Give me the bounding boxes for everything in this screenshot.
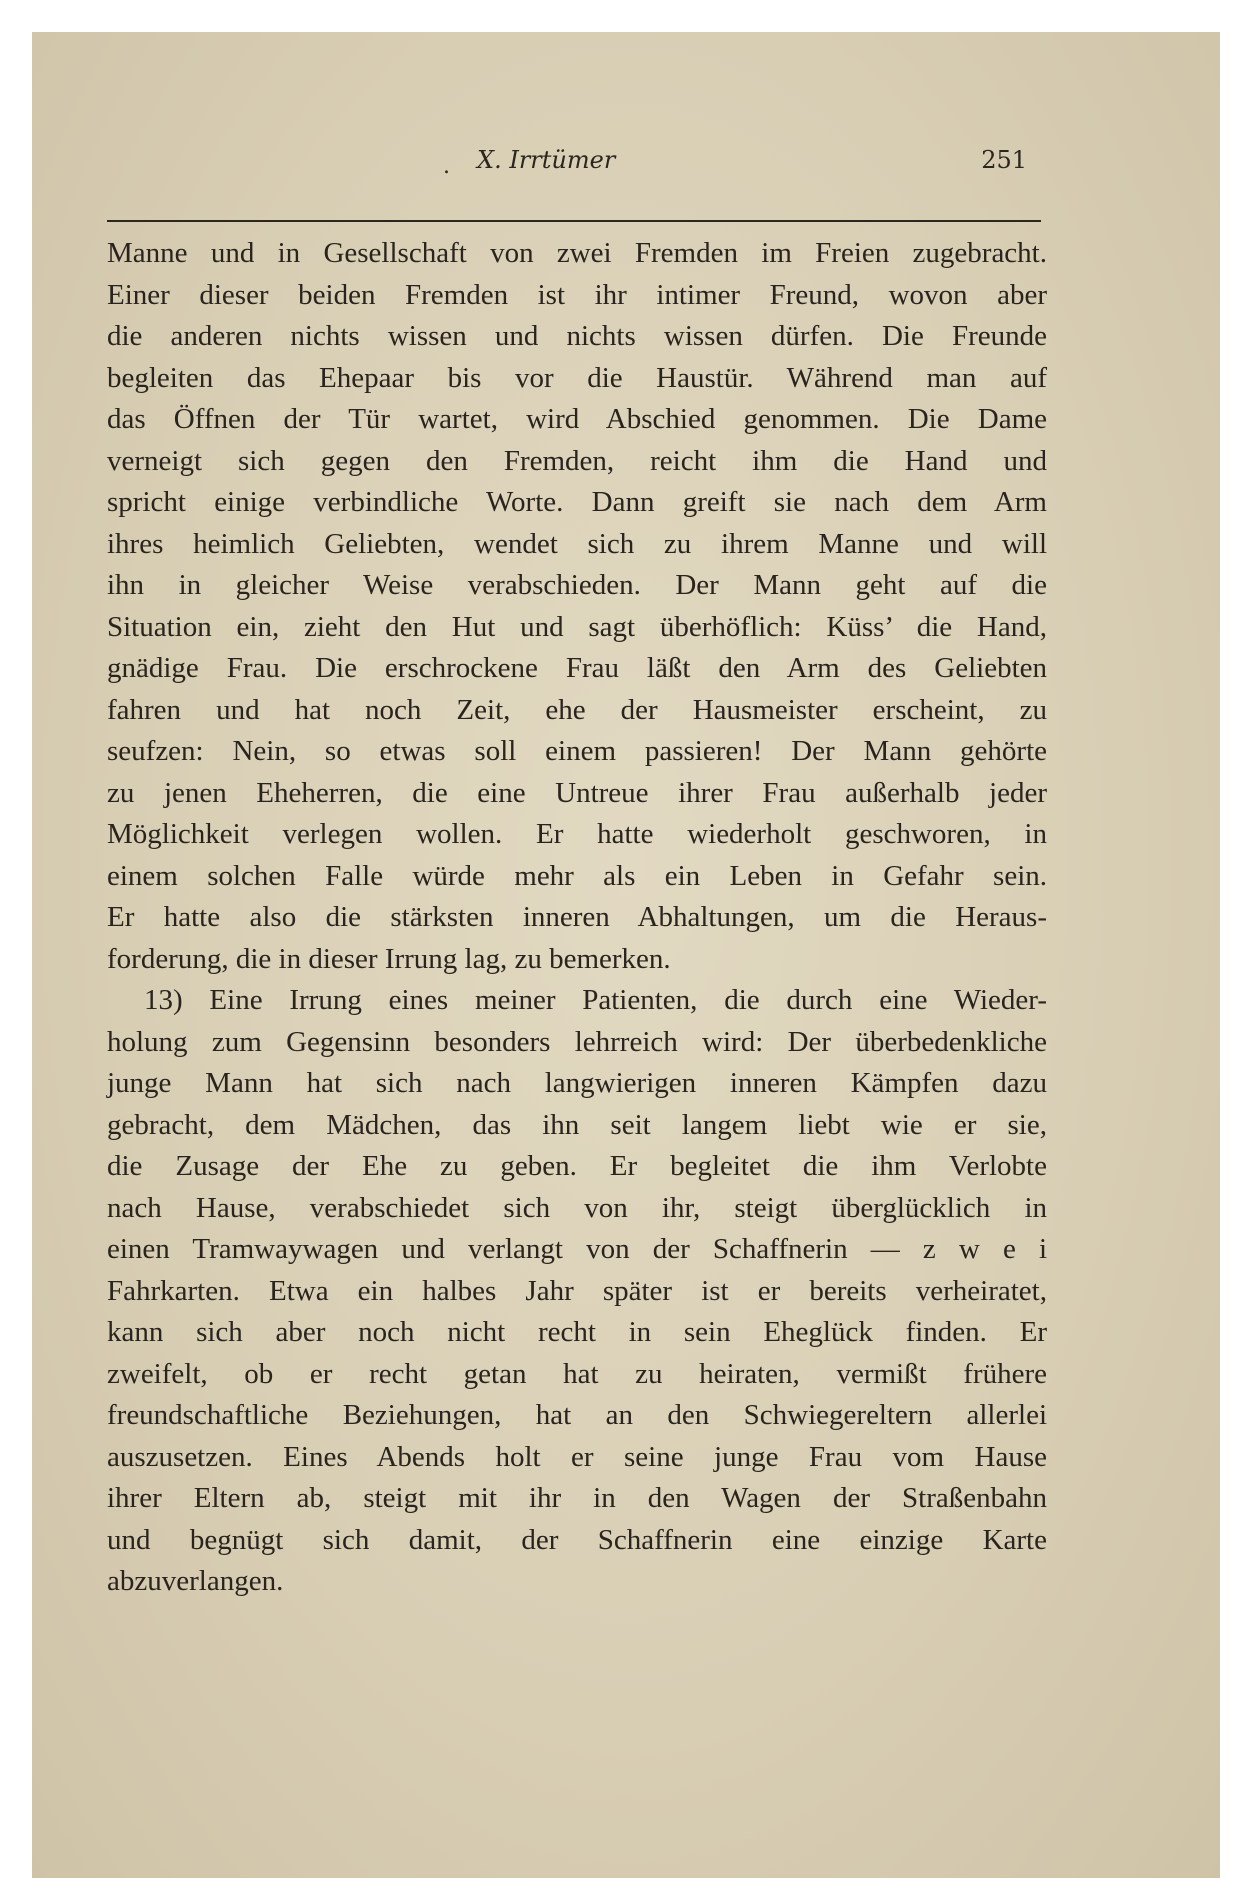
- text-line: holung zum Gegensinn besonders lehrreich wird: Der überbedenkliche: [107, 1025, 1047, 1058]
- header-rule: [107, 220, 1041, 222]
- text-line: das Öffnen der Tür wartet, wird Abschied genommen. Die Dame: [107, 403, 1047, 435]
- text-line: ihn in gleicher Weise verabschieden. Der Mann geht auf die: [107, 569, 1047, 601]
- body-text: [107, 233, 1047, 1603]
- text-line: junge Mann hat sich nach langwierigen inneren Kämpfen dazu: [107, 1067, 1047, 1099]
- text-line: Situation ein, zieht den Hut und sagt überhöflich: Küss’ die Hand,: [107, 610, 1047, 643]
- running-head: [107, 146, 1037, 186]
- header-marker: .: [443, 154, 450, 179]
- text-line: auszusetzen. Eines Abends holt er seine junge Frau vom Hause: [107, 1440, 1047, 1473]
- text-line: Fahrkarten. Etwa ein halbes Jahr später ist er bereits verheiratet,: [107, 1274, 1047, 1307]
- text-line: begleiten das Ehepaar bis vor die Haustür. Während man auf: [107, 361, 1047, 394]
- text-line: nach Hause, verabschiedet sich von ihr, steigt überglücklich in: [107, 1191, 1047, 1224]
- text-line: Manne und in Gesellschaft von zwei Fremden im Freien zugebracht.: [107, 237, 1047, 269]
- text-line: freundschaftliche Beziehungen, hat an den Schwiegereltern allerlei: [107, 1399, 1047, 1431]
- text-line: ihrer Eltern ab, steigt mit ihr in den Wagen der Straßenbahn: [107, 1482, 1047, 1514]
- text-line: die Zusage der Ehe zu geben. Er begleitet die ihm Verlobte: [107, 1150, 1047, 1182]
- text-line: Er hatte also die stärksten inneren Abhaltungen, um die Heraus-: [107, 901, 1047, 933]
- text-line: Möglichkeit verlegen wollen. Er hatte wiederholt geschworen, in: [107, 818, 1047, 850]
- text-line: gnädige Frau. Die erschrockene Frau läßt den Arm des Geliebten: [107, 652, 1047, 684]
- paragraph-start-line: 13) Eine Irrung eines meiner Patienten, die durch eine Wieder-: [144, 984, 1047, 1016]
- text-line: fahren und hat noch Zeit, ehe der Hausmeister erscheint, zu: [107, 693, 1047, 726]
- chapter-title: X. Irrtümer: [477, 146, 616, 174]
- text-line: seufzen: Nein, so etwas soll einem passieren! Der Mann gehörte: [107, 735, 1047, 767]
- text-line: kann sich aber noch nicht recht in sein Eheglück finden. Er: [107, 1316, 1047, 1348]
- text-line: gebracht, dem Mädchen, das ihn seit langem liebt wie er sie,: [107, 1108, 1047, 1141]
- page-number: 251: [981, 146, 1027, 174]
- text-line: spricht einige verbindliche Worte. Dann greift sie nach dem Arm: [107, 486, 1047, 518]
- text-line: einem solchen Falle würde mehr als ein Leben in Gefahr sein.: [107, 859, 1047, 892]
- text-line: einen Tramwaywagen und verlangt von der Schaffnerin — z w e i: [107, 1233, 1047, 1265]
- text-line: ihres heimlich Geliebten, wendet sich zu ihrem Manne und will: [107, 527, 1047, 560]
- text-line: die anderen nichts wissen und nichts wissen dürfen. Die Freunde: [107, 320, 1047, 352]
- text-line: Einer dieser beiden Fremden ist ihr intimer Freund, wovon aber: [107, 278, 1047, 311]
- text-line: verneigt sich gegen den Fremden, reicht ihm die Hand und: [107, 444, 1047, 477]
- text-line: zu jenen Eheherren, die eine Untreue ihrer Frau außerhalb jeder: [107, 776, 1047, 809]
- paragraph-end-line: forderung, die in dieser Irrung lag, zu bemerken.: [107, 942, 671, 975]
- text-line: zweifelt, ob er recht getan hat zu heiraten, vermißt frühere: [107, 1357, 1047, 1390]
- text-line: und begnügt sich damit, der Schaffnerin eine einzige Karte: [107, 1523, 1047, 1556]
- paragraph-end-line: abzuverlangen.: [107, 1565, 284, 1597]
